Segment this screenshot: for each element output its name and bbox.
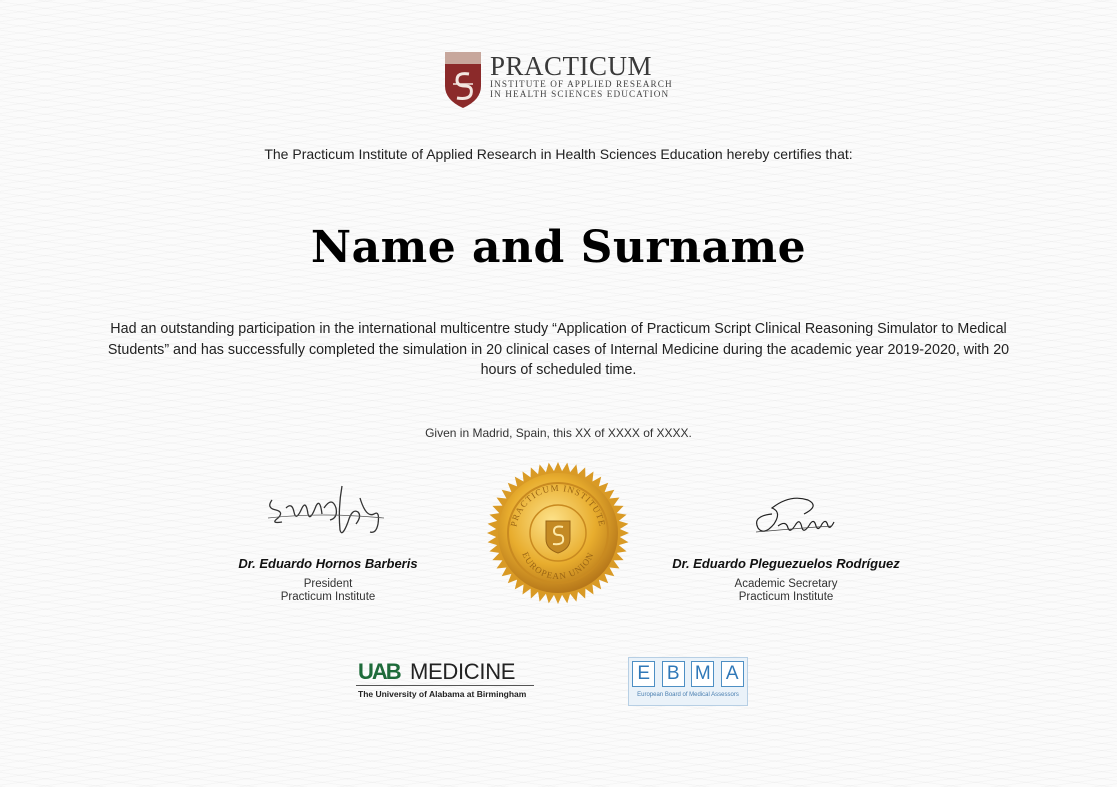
- seal-top-text: PRACTICUM INSTITUTE: [508, 482, 608, 528]
- uab-medicine-logo: [356, 658, 534, 702]
- uab-divider: [356, 685, 534, 686]
- gold-seal: [486, 461, 630, 605]
- ebma-letter: M: [691, 661, 714, 687]
- seal-bottom-text: EUROPEAN UNION: [520, 550, 596, 582]
- ebma-letter: A: [721, 661, 744, 687]
- uab-subtitle: The University of Alabama at Birmingham: [358, 689, 527, 699]
- signatory-right-role: Academic Secretary: [734, 578, 838, 590]
- logo-title: PRACTICUM: [490, 51, 653, 81]
- logo-subtitle-line1: INSTITUTE OF APPLIED RESEARCH: [490, 79, 673, 89]
- ebma-logo: [628, 657, 748, 706]
- recipient-name: Name and Surname: [310, 222, 807, 273]
- signatory-left-role: President: [303, 578, 353, 590]
- signatory-left-org: Practicum Institute: [280, 591, 376, 603]
- signatory-left-name: Dr. Eduardo Hornos Barberis: [238, 556, 418, 571]
- uab-name: MEDICINE: [410, 659, 516, 684]
- ebma-subtitle: European Board of Medical Assessors: [637, 692, 739, 698]
- logo-subtitle-line2: IN HEALTH SCIENCES EDUCATION: [490, 89, 670, 99]
- certifies-statement: The Practicum Institute of Applied Research in Health Sciences Education hereby certifies that:: [264, 146, 853, 162]
- ebma-letters: [629, 661, 747, 687]
- ebma-letter: B: [662, 661, 685, 687]
- uab-mark: UAB: [358, 659, 400, 684]
- given-date-line: Given in Madrid, Spain, this XX of XXXX of XXXX.: [425, 426, 692, 440]
- certificate-body: Had an outstanding participation in the international multicentre study “Application of Practicum Script Clinical Reasoning Simulator to Medical Students” and has successfully completed the simulation in 20 clinical cases of Internal Medicine during the academic year 2019-2020, with 20 hours of scheduled time.: [107, 321, 1010, 378]
- signatory-right-name: Dr. Eduardo Pleguezuelos Rodríguez: [672, 556, 900, 571]
- practicum-logo: [443, 50, 673, 112]
- signatory-left-title: [178, 578, 478, 604]
- ebma-letter: E: [632, 661, 655, 687]
- signatory-right-title: [636, 578, 936, 604]
- signature-right: [742, 484, 882, 554]
- signatory-right-org: Practicum Institute: [738, 591, 834, 603]
- signature-left: [262, 478, 402, 548]
- practicum-shield-icon: [443, 50, 483, 110]
